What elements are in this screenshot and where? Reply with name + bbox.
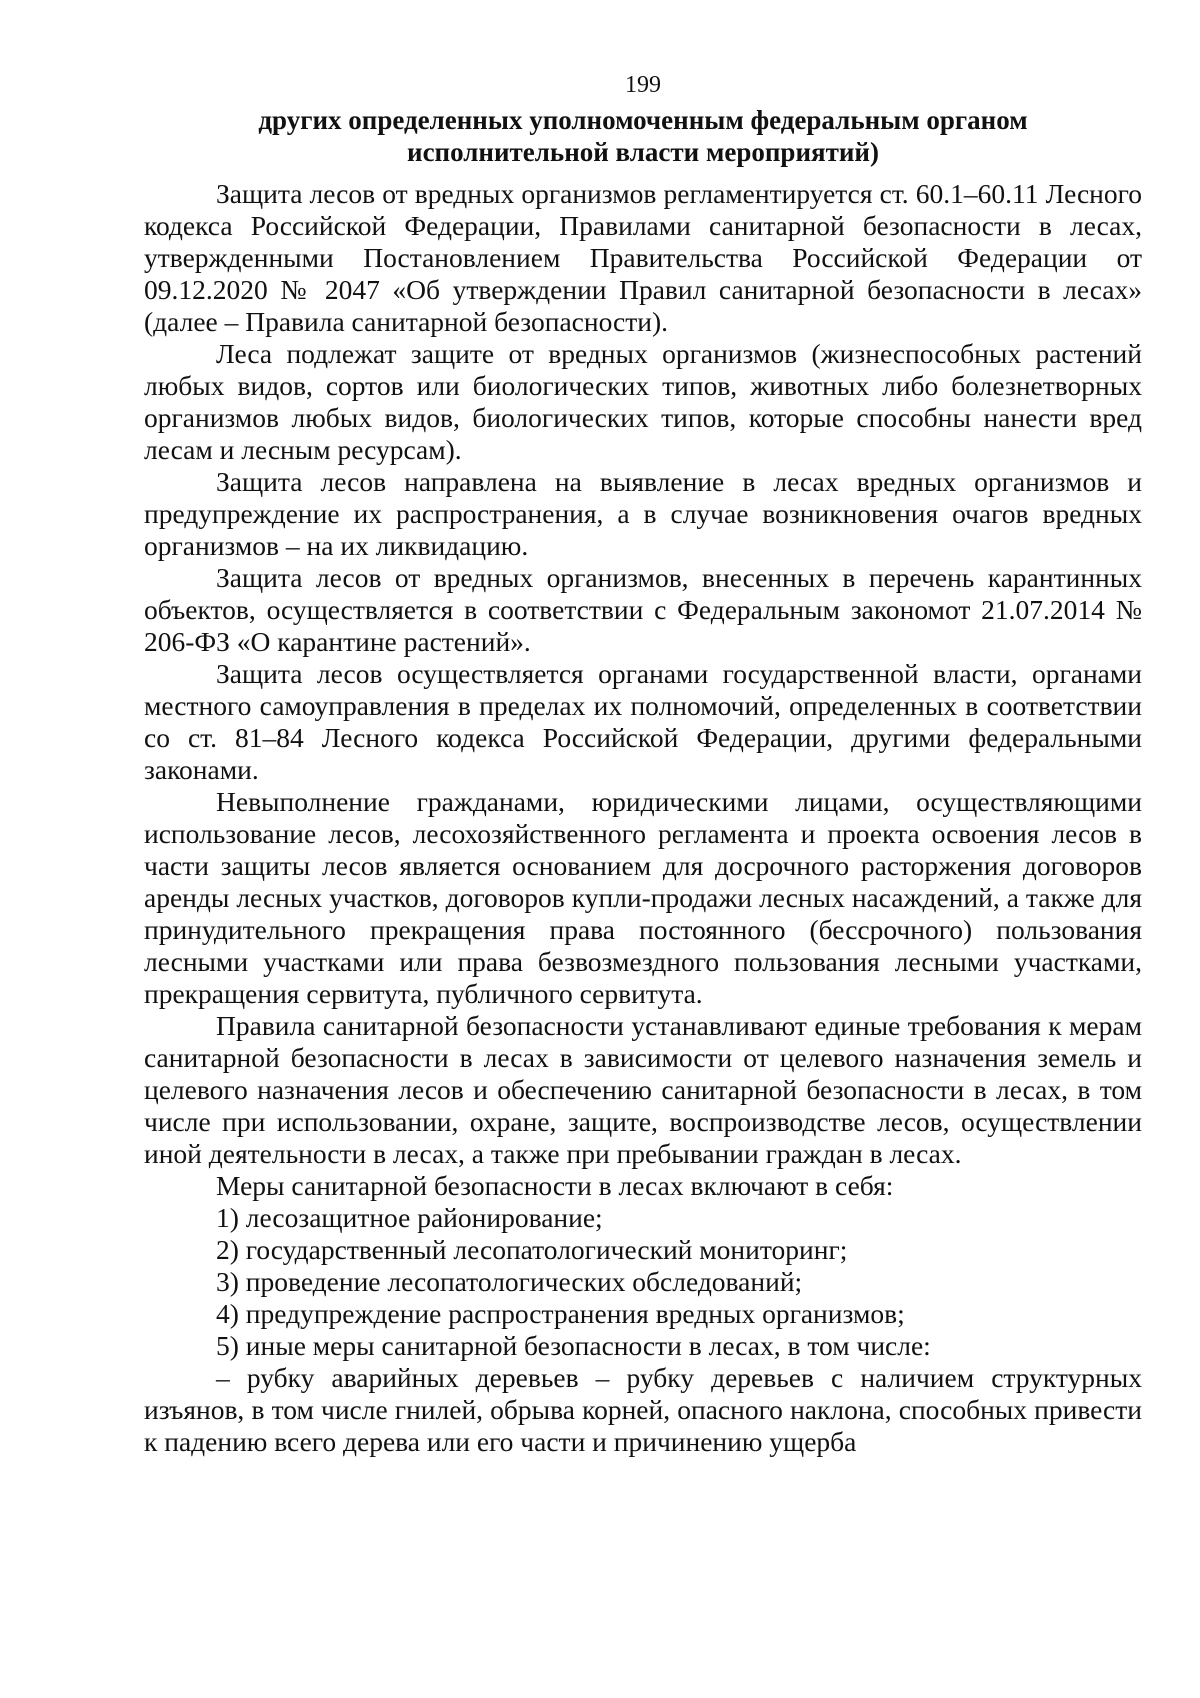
measure-item-3: 3) проведение лесопатологических обследований; — [216, 1266, 803, 1297]
measure-item-4: 4) предупреждение распространения вредных организмов; — [216, 1298, 905, 1329]
paragraph-emergency-felling: – рубку аварийных деревьев – рубку деревьев с наличием структурных изъянов, в том числе гнилей, обрыва корней, опасного наклона, способных привести к падению всего дерева или его части и причинению ущерба — [144, 1362, 1142, 1457]
measures-intro: Меры санитарной безопасности в лесах включают в себя: — [216, 1170, 894, 1201]
paragraph-protection-subject: Леса подлежат защите от вредных организмов (жизнеспособных растений любых видов, сортов или биологических типов, животных либо болезнетворных организмов любых видов, биологических типов, которые способны нанести вред лесам и лесным ресурсам). — [144, 338, 1142, 465]
measure-item-2: 2) государственный лесопатологический мониторинг; — [216, 1234, 848, 1265]
paragraph-authorities: Защита лесов осуществляется органами государственной власти, органами местного самоуправления в пределах их полномочий, определенных в соответствии со ст. 81–84 Лесного кодекса Российской Федерации, другими федеральными законами. — [144, 658, 1142, 785]
paragraph-sanitary-rules: Правила санитарной безопасности устанавливают единые требования к мерам санитарной безопасности в лесах в зависимости от целевого назначения земель и целевого назначения лесов и обеспечению санитарной безопасности в лесах, в том числе при использовании, охране, защите, воспроизводстве лесов, осуществлении иной деятельности в лесах, а также при пребывании граждан в лесах. — [144, 1010, 1142, 1169]
paragraph-legal-basis: Защита лесов от вредных организмов регламентируется ст. 60.1–60.11 Лесного кодекса Российской Федерации, Правилами санитарной безопасности в лесах, утвержденными Постановлением Правительства Российской Федерации от 09.12.2020 № 2047 «Об утверждении Правил санитарной безопасности в лесах» (далее – Правила санитарной безопасности). — [144, 178, 1142, 337]
measure-item-5: 5) иные меры санитарной безопасности в лесах, в том числе: — [216, 1330, 931, 1361]
paragraph-protection-purpose: Защита лесов направлена на выявление в лесах вредных организмов и предупреждение их распространения, а в случае возникновения очагов вредных организмов – на их ликвидацию. — [144, 466, 1142, 561]
section-heading-line-2: исполнительной власти мероприятий) — [407, 137, 879, 167]
paragraph-quarantine: Защита лесов от вредных организмов, внесенных в перечень карантинных объектов, осуществляется в соответствии с Федеральным закономот 21.07.2014 № 206-ФЗ «О карантине растений». — [144, 562, 1142, 657]
paragraph-non-compliance: Невыполнение гражданами, юридическими лицами, осуществляющими использование лесов, лесохозяйственного регламента и проекта освоения лесов в части защиты лесов является основанием для досрочного расторжения договоров аренды лесных участков, договоров купли-продажи лесных насаждений, а также для принудительного прекращения права постоянного (бессрочного) пользования лесными участками или права безвозмездного пользования лесными участками, прекращения сервитута, публичного сервитута. — [144, 786, 1142, 1009]
document-page — [144, 70, 1142, 1458]
section-heading — [144, 104, 1142, 168]
measure-item-1: 1) лесозащитное районирование; — [216, 1202, 603, 1233]
page-number: 199 — [625, 72, 661, 98]
section-heading-line-1: других определенных уполномоченным федеральным органом — [258, 105, 1028, 135]
